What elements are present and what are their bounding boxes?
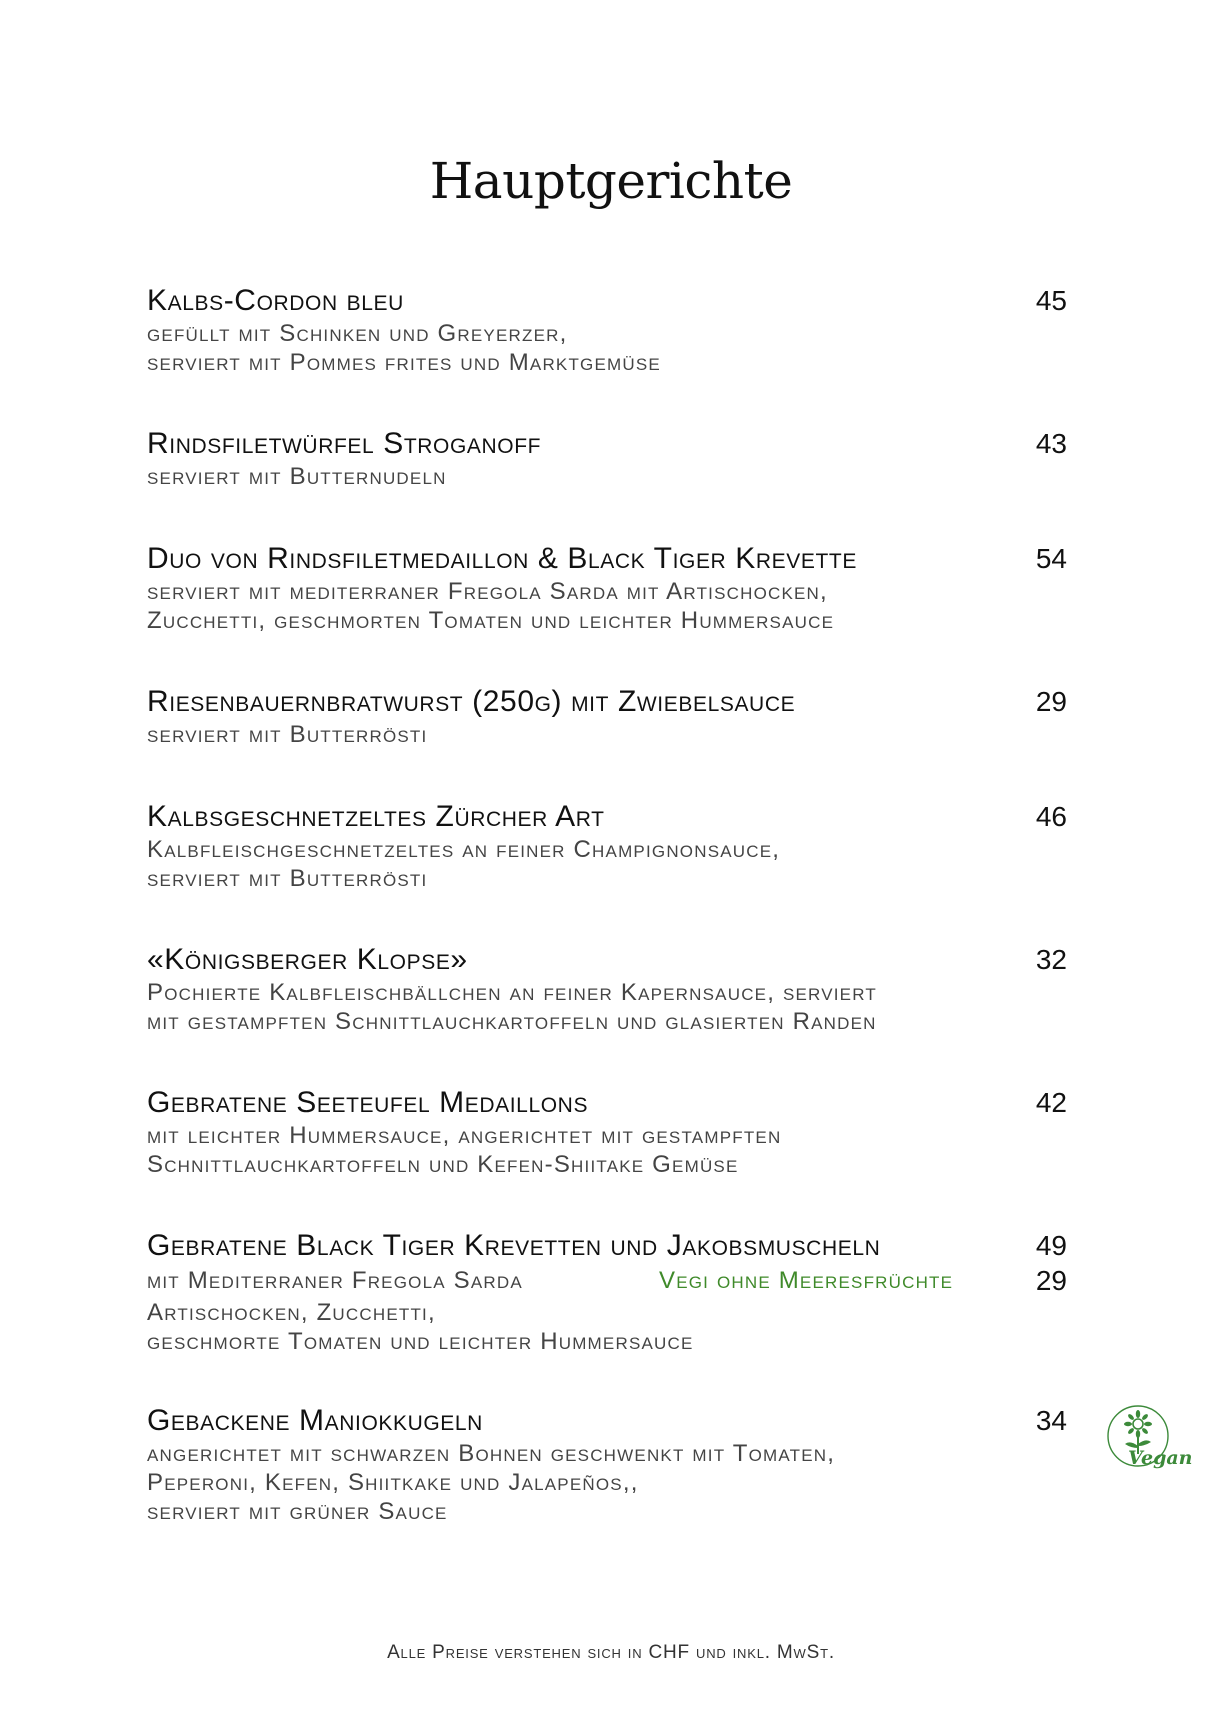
dish-description-line: mit gestampften Schnittlauchkartoffeln und glasierten Randen xyxy=(147,1008,877,1035)
dish-description-line: serviert mit Pommes frites und Marktgemüse xyxy=(147,349,661,376)
dish-name: Riesenbauernbratwurst (250g) mit Zwiebelsauce xyxy=(147,685,796,718)
dish-description-line: Kalbfleischgeschnetzeltes an feiner Champignonsauce, xyxy=(147,836,781,863)
dish-description-line: serviert mit Butterrösti xyxy=(147,721,428,748)
dish-description-line: geschmorte Tomaten und leichter Hummersauce xyxy=(147,1328,694,1355)
dish-description-line: mit leichter Hummersauce, angerichtet mit gestampften xyxy=(147,1122,782,1149)
dish-name: Gebratene Seeteufel Medaillons xyxy=(147,1086,589,1119)
dish-name: Kalbsgeschnetzeltes Zürcher Art xyxy=(147,800,605,833)
dish-name: Gebackene Maniokkugeln xyxy=(147,1404,483,1437)
dish-description-line: gefüllt mit Schinken und Greyerzer, xyxy=(147,320,568,347)
dish-item xyxy=(147,942,1067,1036)
dish-price: 54 xyxy=(1035,543,1067,574)
dish-item xyxy=(147,426,1067,491)
dish-name: Duo von Rindsfiletmedaillon & Black Tiger Krevette xyxy=(147,542,857,575)
dish-item xyxy=(147,283,1067,377)
dish-description-line: Peperoni, Kefen, Shiitkake und Jalapeños,, xyxy=(147,1469,639,1496)
vegan-logo-label: Vegan xyxy=(1128,1447,1193,1469)
page-title: Hauptgerichte xyxy=(429,152,793,210)
dish-price: 49 xyxy=(1035,1230,1067,1261)
dish-description-line: mit Mediterraner Fregola Sarda xyxy=(147,1267,523,1294)
dish-item xyxy=(147,799,1067,893)
dish-description-line: serviert mit Butterrösti xyxy=(147,865,428,892)
dish-description-line: Artischocken, Zucchetti, xyxy=(147,1299,436,1326)
dish-price: 29 xyxy=(1035,686,1067,717)
vegi-variant-note: Vegi ohne Meeresfrüchte xyxy=(659,1267,954,1294)
dish-name: Gebratene Black Tiger Krevetten und Jakobsmuscheln xyxy=(147,1229,881,1262)
dish-name: Kalbs-Cordon bleu xyxy=(147,284,404,317)
dish-description-line: serviert mit mediterraner Fregola Sarda mit Artischocken, xyxy=(147,578,828,605)
vegi-variant-price: 29 xyxy=(1035,1265,1067,1296)
vegan-sunflower-icon xyxy=(1098,1402,1194,1474)
dish-price: 45 xyxy=(1035,285,1067,316)
price-note-footer: Alle Preise verstehen sich in CHF und inkl. MwSt. xyxy=(387,1642,835,1663)
dish-description-row xyxy=(147,1264,1067,1298)
dish-description-line: Zucchetti, geschmorten Tomaten und leichter Hummersauce xyxy=(147,607,835,634)
dish-item xyxy=(147,1403,1067,1526)
dish-description-line: angerichtet mit schwarzen Bohnen geschwenkt mit Tomaten, xyxy=(147,1440,836,1467)
dish-name: Rindsfiletwürfel Stroganoff xyxy=(147,427,542,460)
dish-price: 34 xyxy=(1035,1405,1067,1436)
dish-price: 43 xyxy=(1035,428,1067,459)
dish-item xyxy=(147,684,1067,749)
dish-price: 46 xyxy=(1035,801,1067,832)
dish-price: 42 xyxy=(1035,1087,1067,1118)
dish-name: «Königsberger Klopse» xyxy=(147,943,468,976)
dish-price: 32 xyxy=(1035,944,1067,975)
dish-description-line: Schnittlauchkartoffeln und Kefen-Shiitake Gemüse xyxy=(147,1151,739,1178)
dish-description-line: serviert mit grüner Sauce xyxy=(147,1498,448,1525)
dish-description-line: Pochierte Kalbfleischbällchen an feiner Kapernsauce, serviert xyxy=(147,979,877,1006)
dish-description-line: serviert mit Butternudeln xyxy=(147,463,447,490)
dish-item xyxy=(147,1228,1067,1356)
dish-item xyxy=(147,1085,1067,1179)
dish-item xyxy=(147,541,1067,635)
